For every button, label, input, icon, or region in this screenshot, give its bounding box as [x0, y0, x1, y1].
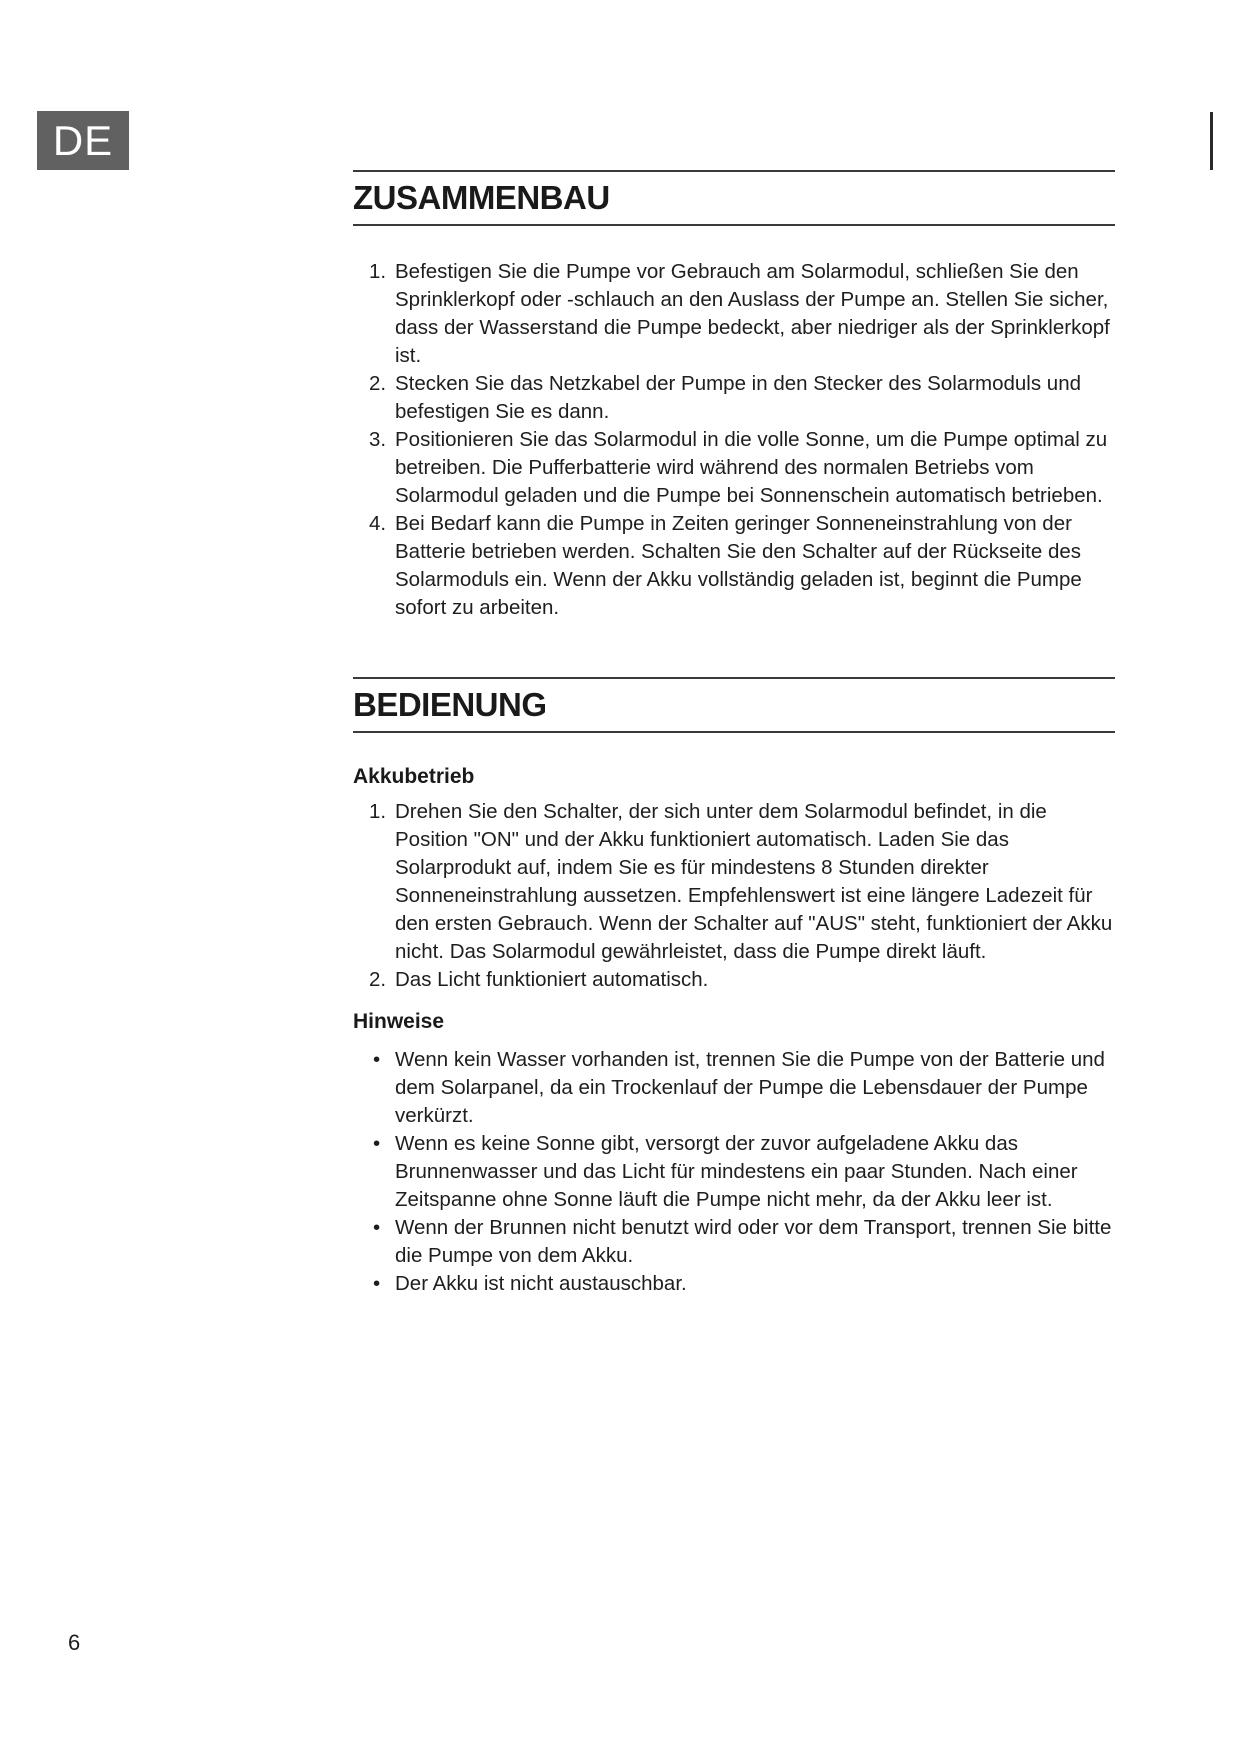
operation-section-header: [353, 677, 1115, 733]
list-item: [353, 258, 1123, 370]
list-item-number: 3.: [369, 428, 387, 451]
notes-heading: Hinweise: [353, 1010, 445, 1033]
battery-operation-list: [353, 798, 1123, 994]
list-item-number: 4.: [369, 512, 387, 535]
list-item: [353, 426, 1123, 510]
list-item-text: Das Licht funktioniert automatisch.: [395, 968, 709, 991]
list-item: [353, 1046, 1123, 1130]
list-item: [353, 510, 1123, 622]
assembly-title: ZUSAMMENBAU: [353, 179, 610, 216]
list-item-number: 2.: [369, 968, 387, 991]
page-edge-marker: [1210, 112, 1213, 170]
list-item-number: 2.: [369, 372, 387, 395]
battery-operation-heading: Akkubetrieb: [353, 765, 475, 788]
assembly-section-header: [353, 170, 1115, 226]
list-item-number: 1.: [369, 260, 387, 283]
list-item-text: Befestigen Sie die Pumpe vor Gebrauch am Solarmodul, schließen Sie den Sprinklerkopf oder -schlauch an den Auslass der Pumpe an. Stellen Sie sicher, dass der Wasserstand die Pumpe bedeckt, aber niedriger als der Sprinklerkopf ist.: [395, 260, 1110, 367]
language-badge: DE: [37, 111, 129, 170]
list-item-number: 1.: [369, 800, 387, 823]
bullet-mark: •: [373, 1048, 381, 1071]
bullet-mark: •: [373, 1132, 381, 1155]
list-item-text: Stecken Sie das Netzkabel der Pumpe in den Stecker des Solarmoduls und befestigen Sie es dann.: [395, 372, 1081, 423]
notes-list: [353, 1046, 1123, 1298]
list-item: [353, 1270, 1123, 1298]
bullet-mark: •: [373, 1216, 381, 1239]
list-item: [353, 966, 1123, 994]
operation-title: BEDIENUNG: [353, 686, 547, 723]
list-item: [353, 1130, 1123, 1214]
page-number: 6: [68, 1630, 81, 1655]
list-item: [353, 370, 1123, 426]
bullet-mark: •: [373, 1272, 381, 1295]
list-item-text: Wenn der Brunnen nicht benutzt wird oder vor dem Transport, trennen Sie bitte die Pumpe von dem Akku.: [395, 1216, 1112, 1267]
list-item-text: Wenn kein Wasser vorhanden ist, trennen Sie die Pumpe von der Batterie und dem Solarpanel, da ein Trockenlauf der Pumpe die Lebensdauer der Pumpe verkürzt.: [395, 1048, 1105, 1127]
list-item-text: Bei Bedarf kann die Pumpe in Zeiten geringer Sonneneinstrahlung von der Batterie betrieben werden. Schalten Sie den Schalter auf der Rückseite des Solarmoduls ein. Wenn der Akku vollständig geladen ist, beginnt die Pumpe sofort zu arbeiten.: [395, 512, 1082, 619]
list-item: [353, 1214, 1123, 1270]
list-item-text: Wenn es keine Sonne gibt, versorgt der zuvor aufgeladene Akku das Brunnenwasser und das Licht für mindestens ein paar Stunden. Nach einer Zeitspanne ohne Sonne läuft die Pumpe nicht mehr, da der Akku leer ist.: [395, 1132, 1078, 1211]
assembly-list: [353, 258, 1123, 622]
list-item: [353, 798, 1123, 966]
list-item-text: Positionieren Sie das Solarmodul in die volle Sonne, um die Pumpe optimal zu betreiben. Die Pufferbatterie wird während des normalen Betriebs vom Solarmodul geladen und die Pumpe bei Sonnenschein automatisch betrieben.: [395, 428, 1108, 507]
list-item-text: Der Akku ist nicht austauschbar.: [395, 1272, 687, 1295]
list-item-text: Drehen Sie den Schalter, der sich unter dem Solarmodul befindet, in die Position "ON" und der Akku funktioniert automatisch. Laden Sie das Solarprodukt auf, indem Sie es für mindestens 8 Stunden direkter Sonneneinstrahlung aussetzen. Empfehlenswert ist eine längere Ladezeit für den ersten Gebrauch. Wenn der Schalter auf "AUS" steht, funktioniert der Akku nicht. Das Solarmodul gewährleistet, dass die Pumpe direkt läuft.: [395, 800, 1113, 963]
